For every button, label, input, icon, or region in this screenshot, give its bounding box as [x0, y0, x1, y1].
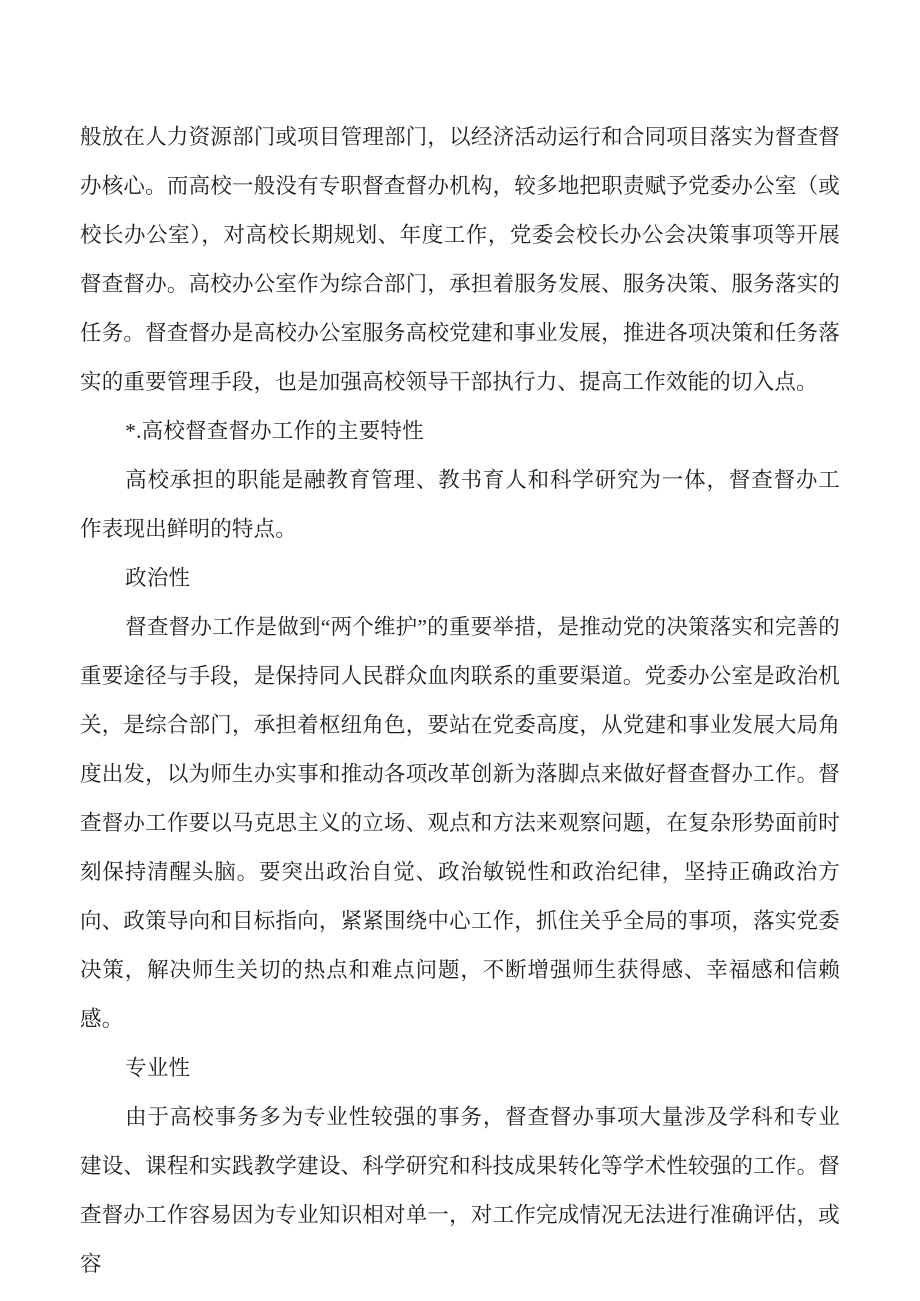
paragraph-university-functions: 高校承担的职能是融教育管理、教书育人和科学研究为一体，督查督办工作表现出鲜明的特点。 — [80, 468, 840, 541]
heading-main-characteristics: *.高校督查督办工作的主要特性 — [125, 419, 424, 443]
paragraph-office-role-continuation: 般放在人力资源部门或项目管理部门，以经济活动运行和合同项目落实为督查督办核心。而高校一般没有专职督查督办机构，较多地把职责赋予党委办公室（或校长办公室），对高校长期规划、年度工作，党委会校长办公会决策事项等开展督查督办。高校办公室作为综合部门，承担着服务发展、服务决策、服务落实的任务。督查督办是高校办公室服务高校党建和事业发展，推进各项决策和任务落实的重要管理手段，也是加强高校领导干部执行力、提高工作效能的切入点。 — [80, 125, 840, 394]
subheading-political-nature: 政治性 — [125, 566, 191, 590]
paragraph-political-nature: 督查督办工作是做到“两个维护”的重要举措，是推动党的决策落实和完善的重要途径与手段，是保持同人民群众血肉联系的重要渠道。党委办公室是政治机关，是综合部门，承担着枢纽角色，要站在党委高度，从党建和事业发展大局角度出发，以为师生办实事和推动各项改革创新为落脚点来做好督查督办工作。督查督办工作要以马克思主义的立场、观点和方法来观察问题，在复杂形势面前时刻保持清醒头脑。要突出政治自觉、政治敏锐性和政治纪律，坚持正确政治方向、政策导向和目标指向，紧紧围绕中心工作，抓住关乎全局的事项，落实党委决策，解决师生关切的热点和难点问题，不断增强师生获得感、幸福感和信赖感。 — [80, 615, 840, 1031]
subheading-professional-nature: 专业性 — [125, 1056, 191, 1080]
paragraph-professional-nature: 由于高校事务多为专业性较强的事务，督查督办事项大量涉及学科和专业建设、课程和实践教学建设、科学研究和科技成果转化等学术性较强的工作。督查督办工作容易因为专业知识相对单一，对工作完成情况无法进行准确评估，或容 — [80, 1105, 840, 1276]
